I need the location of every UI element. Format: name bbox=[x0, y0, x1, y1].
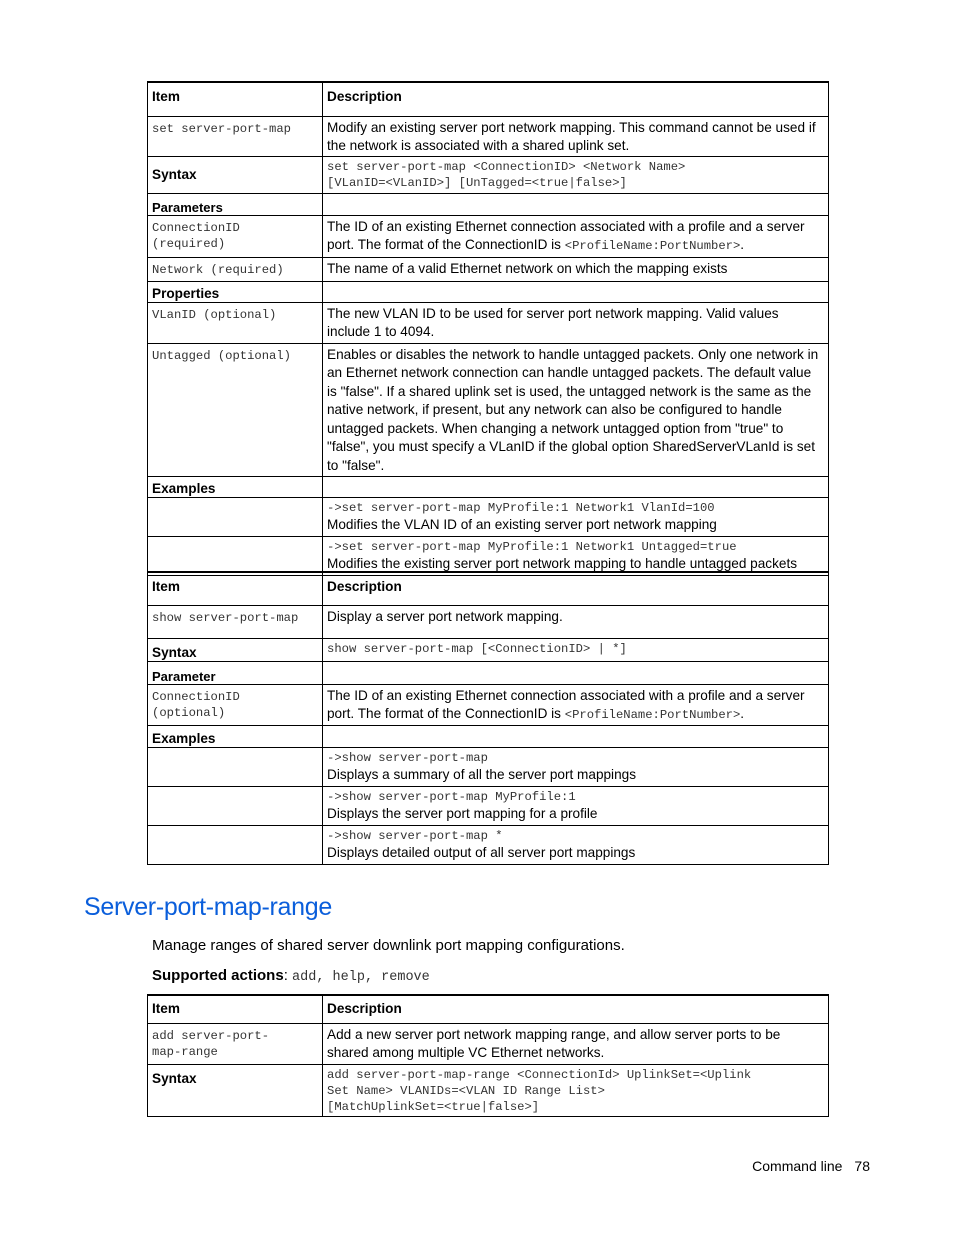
example-code: ->set server-port-map MyProfile:1 Network1 VlanId=100 bbox=[327, 501, 715, 515]
header-description: Description bbox=[323, 572, 829, 605]
syntax-line: [MatchUplinkSet=<true|false>] bbox=[327, 1099, 540, 1114]
empty-cell bbox=[323, 281, 829, 302]
example-description: Displays the server port mapping for a profile bbox=[327, 805, 598, 821]
footer-section: Command line bbox=[752, 1158, 843, 1174]
empty-cell bbox=[323, 477, 829, 498]
param-description: The name of a valid Ethernet network on which the mapping exists bbox=[323, 257, 829, 281]
page-footer bbox=[752, 1158, 870, 1174]
example-code: ->show server-port-map MyProfile:1 bbox=[327, 789, 576, 804]
example-description: Modifies the existing server port network mapping to handle untagged packets bbox=[327, 556, 798, 571]
header-description: Description bbox=[323, 995, 829, 1023]
param-description: The ID of an existing Ethernet connection associated with a profile and a server port. The format of the ConnectionID is <ProfileName:PortNumber>. bbox=[323, 215, 829, 257]
command-name-line: map-range bbox=[152, 1044, 218, 1059]
param-name bbox=[148, 215, 323, 257]
param-format-code: <ProfileName:PortNumber> bbox=[564, 707, 741, 722]
empty-cell bbox=[148, 498, 323, 537]
param-name-line: ConnectionID bbox=[152, 220, 240, 235]
page-number: 78 bbox=[854, 1158, 870, 1174]
properties-label: Properties bbox=[148, 281, 323, 302]
supported-actions: Supported actions: add, help, remove bbox=[152, 967, 430, 985]
examples-label: Examples bbox=[148, 725, 323, 747]
syntax-line: [VLanID=<VLanID>] [UnTagged=<true|false>] bbox=[327, 175, 627, 190]
supported-actions-list: add, help, remove bbox=[292, 970, 430, 985]
header-item: Item bbox=[148, 82, 323, 116]
supported-actions-label: Supported actions bbox=[152, 967, 284, 984]
param-description: The ID of an existing Ethernet connection associated with a profile and a server port. The format of the ConnectionID is <ProfileName:PortNumber>. bbox=[323, 684, 829, 725]
empty-cell bbox=[323, 661, 829, 684]
show-server-port-map-table bbox=[147, 571, 829, 865]
parameter-label: Parameter bbox=[148, 661, 323, 684]
param-name: Network (required) bbox=[148, 257, 323, 281]
example-cell bbox=[323, 498, 829, 537]
param-desc-text: The ID of an existing Ethernet connection associated with a profile and a server port. The format of the ConnectionID is bbox=[327, 687, 805, 721]
param-format-code: <ProfileName:PortNumber> bbox=[564, 238, 741, 253]
section-intro: Manage ranges of shared server downlink port mapping configurations. bbox=[152, 937, 625, 954]
syntax-line: Set Name> VLANIDs=<VLAN ID Range List> bbox=[327, 1083, 605, 1098]
param-name-line: ConnectionID bbox=[152, 689, 240, 704]
example-cell bbox=[323, 786, 829, 825]
header-description: Description bbox=[323, 82, 829, 116]
empty-cell bbox=[323, 725, 829, 747]
syntax-label: Syntax bbox=[148, 156, 323, 193]
command-name-line: add server-port- bbox=[152, 1028, 270, 1043]
param-name-line: (optional) bbox=[152, 705, 226, 720]
example-cell bbox=[323, 747, 829, 786]
command-description: Modify an existing server port network mapping. This command cannot be used if the network is associated with a shared uplink set. bbox=[323, 116, 829, 156]
empty-cell bbox=[148, 747, 323, 786]
syntax-label: Syntax bbox=[148, 638, 323, 661]
property-name: Untagged (optional) bbox=[148, 343, 323, 477]
syntax-code: show server-port-map [<ConnectionID> | *] bbox=[323, 638, 829, 661]
empty-cell bbox=[323, 193, 829, 215]
syntax-code bbox=[323, 156, 829, 193]
property-description: Enables or disables the network to handle untagged packets. Only one network in an Ethernet network connection can handle untagged packets. The default value is "false". If a shared uplink set is used, the untagged network is the same as the native network, if present, but any network can also be configured to handle untagged packets. When changing a network untagged option from "true" to "false", you must specify a VLanID if the global option SharedServerVLanId is set to "false". bbox=[323, 343, 829, 477]
command-name bbox=[148, 1023, 323, 1064]
example-code: ->show server-port-map bbox=[327, 750, 488, 765]
empty-cell bbox=[148, 537, 323, 576]
example-description: Displays detailed output of all server port mappings bbox=[327, 844, 636, 860]
examples-label: Examples bbox=[148, 477, 323, 498]
example-code: ->set server-port-map MyProfile:1 Network1 Untagged=true bbox=[327, 540, 737, 554]
example-cell bbox=[323, 825, 829, 864]
header-item: Item bbox=[148, 572, 323, 605]
server-port-map-range-table bbox=[147, 994, 829, 1117]
example-description: Displays a summary of all the server port mappings bbox=[327, 766, 636, 782]
param-name bbox=[148, 684, 323, 725]
command-name: set server-port-map bbox=[148, 116, 323, 156]
command-description: Display a server port network mapping. bbox=[323, 605, 829, 638]
syntax-code bbox=[323, 1064, 829, 1116]
command-description: Add a new server port network mapping range, and allow server ports to be shared among multiple VC Ethernet networks. bbox=[323, 1023, 829, 1064]
example-description: Modifies the VLAN ID of an existing server port network mapping bbox=[327, 517, 717, 532]
command-name: show server-port-map bbox=[148, 605, 323, 638]
parameters-label: Parameters bbox=[148, 193, 323, 215]
set-server-port-map-table bbox=[147, 81, 829, 576]
param-desc-text: The ID of an existing Ethernet connection associated with a profile and a server port. The format of the ConnectionID is bbox=[327, 218, 805, 252]
property-description: The new VLAN ID to be used for server port network mapping. Valid values include 1 to 4094. bbox=[323, 302, 829, 343]
syntax-line: set server-port-map <ConnectionID> <Network Name> bbox=[327, 159, 686, 174]
property-name: VLanID (optional) bbox=[148, 302, 323, 343]
syntax-label: Syntax bbox=[148, 1064, 323, 1116]
example-code: ->show server-port-map * bbox=[327, 828, 503, 843]
example-cell bbox=[323, 537, 829, 576]
empty-cell bbox=[148, 786, 323, 825]
empty-cell bbox=[148, 825, 323, 864]
param-name-line: (required) bbox=[152, 236, 226, 251]
section-title: Server-port-map-range bbox=[84, 893, 332, 921]
header-item: Item bbox=[148, 995, 323, 1023]
syntax-line: add server-port-map-range <ConnectionId> UplinkSet=<Uplink bbox=[327, 1067, 752, 1082]
